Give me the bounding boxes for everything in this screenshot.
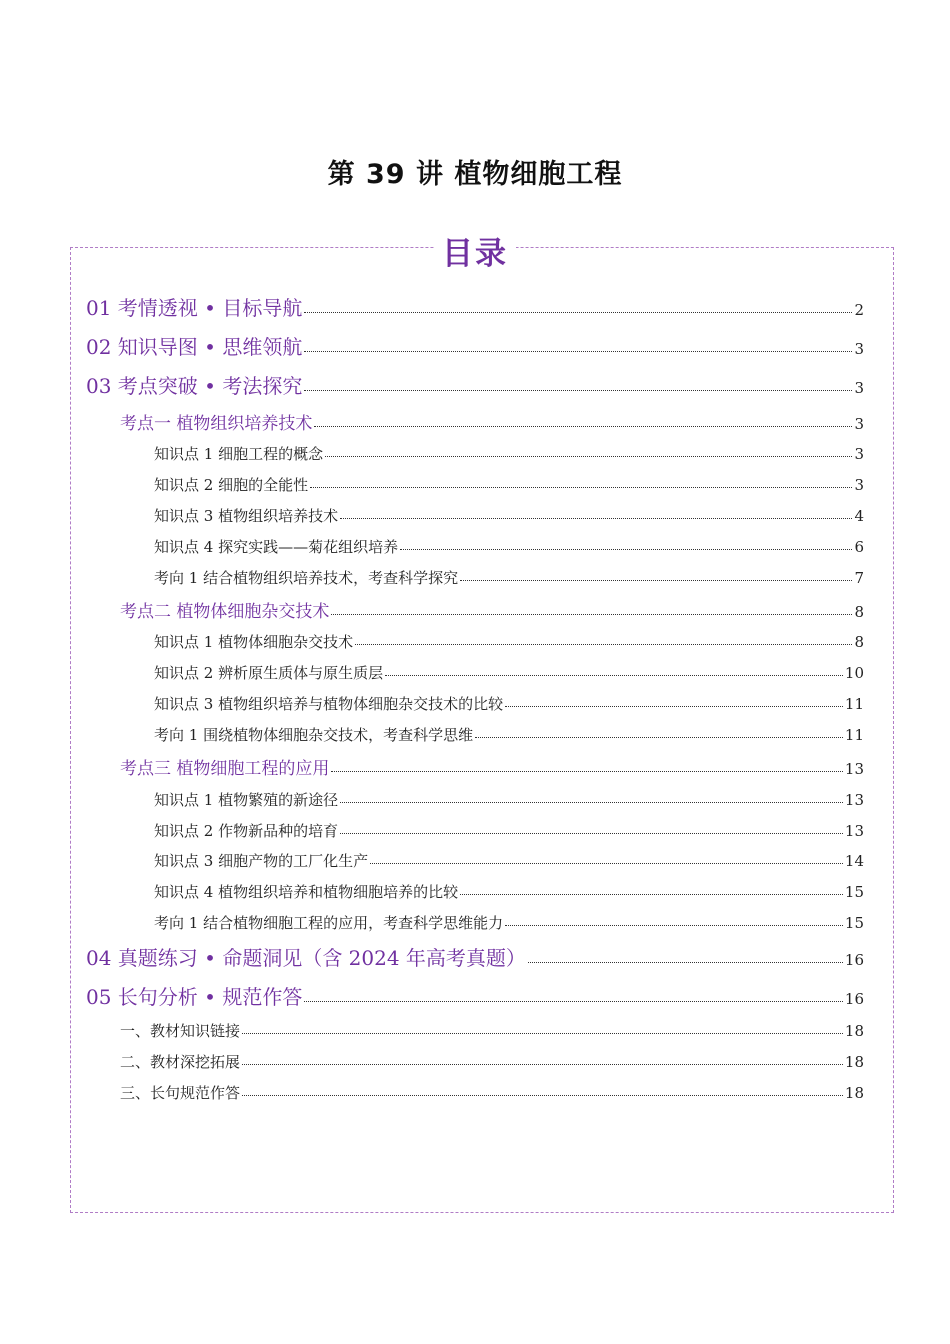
toc-entry-label: 知识点 3 细胞产物的工厂化生产	[154, 852, 369, 870]
toc-entry[interactable]	[154, 881, 864, 902]
toc-entry[interactable]	[86, 292, 864, 321]
toc-entry-page: 4	[854, 507, 864, 525]
toc-entry[interactable]	[154, 820, 864, 841]
toc-entry[interactable]	[86, 981, 864, 1010]
dot-leader	[355, 643, 852, 645]
toc-entry-label: 知识点 2 辨析原生质体与原生质层	[154, 664, 384, 682]
toc-entry-page: 3	[854, 476, 864, 494]
toc-entry-page: 16	[844, 990, 864, 1008]
toc-entry[interactable]	[120, 1082, 864, 1103]
toc-entry-page: 18	[844, 1084, 864, 1102]
toc-entry[interactable]	[86, 942, 864, 971]
dot-leader	[242, 1094, 843, 1096]
dot-leader	[505, 924, 843, 926]
toc-entry[interactable]	[120, 1020, 864, 1041]
dot-leader	[314, 425, 852, 427]
toc-entry[interactable]	[154, 693, 864, 714]
toc-entry[interactable]	[154, 631, 864, 652]
dot-leader	[400, 548, 852, 550]
toc-entry[interactable]	[154, 789, 864, 810]
toc-heading-text: 目录	[434, 236, 516, 272]
toc-entry-label: 知识点 1 植物繁殖的新途径	[154, 791, 339, 809]
toc-entry-page: 16	[844, 951, 864, 969]
dot-leader	[304, 311, 852, 313]
toc-entry[interactable]	[154, 474, 864, 495]
toc-entry-page: 13	[844, 791, 864, 809]
toc-entry-page: 13	[844, 822, 864, 840]
toc-entry[interactable]	[154, 724, 864, 745]
toc-entry-page: 8	[854, 633, 864, 651]
dot-leader	[475, 736, 843, 738]
toc-entry-page: 10	[844, 664, 864, 682]
toc-entry-label: 05 长句分析 • 规范作答	[86, 985, 303, 1009]
toc-entry[interactable]	[86, 370, 864, 399]
toc-entry-label: 一、教材知识链接	[120, 1022, 241, 1040]
toc-entry[interactable]	[154, 912, 864, 933]
toc-entry[interactable]	[154, 662, 864, 683]
toc-heading	[0, 228, 950, 273]
toc-entry-page: 15	[844, 883, 864, 901]
document-title: 第 39 讲 植物细胞工程	[327, 159, 623, 190]
dot-leader	[505, 705, 843, 707]
dot-leader	[242, 1063, 843, 1065]
toc-entry-label: 04 真题练习 • 命题洞见（含 2024 年高考真题）	[86, 946, 526, 970]
toc-entry[interactable]	[154, 505, 864, 526]
toc-entry[interactable]	[154, 567, 864, 588]
dot-leader	[528, 961, 843, 963]
toc-entry-label: 考向 1 结合植物细胞工程的应用，考查科学思维能力	[154, 914, 504, 932]
toc-entry[interactable]	[154, 443, 864, 464]
dot-leader	[370, 862, 843, 864]
toc-entry-page: 13	[844, 760, 864, 778]
toc-entry-label: 02 知识导图 • 思维领航	[86, 335, 303, 359]
dot-leader	[460, 579, 852, 581]
toc-entry-page: 3	[854, 445, 864, 463]
toc-entry-label: 三、长句规范作答	[120, 1084, 241, 1102]
toc-entry-page: 8	[854, 603, 864, 621]
dot-leader	[331, 613, 852, 615]
dot-leader	[460, 893, 843, 895]
dot-leader	[340, 801, 843, 803]
dot-leader	[304, 389, 852, 391]
dot-leader	[242, 1032, 843, 1034]
toc-entry-label: 二、教材深挖拓展	[120, 1053, 241, 1071]
dot-leader	[310, 486, 852, 488]
dot-leader	[331, 770, 843, 772]
toc-entry-label: 知识点 2 细胞的全能性	[154, 476, 309, 494]
toc-entry-label: 知识点 1 植物体细胞杂交技术	[154, 633, 354, 651]
toc-entry[interactable]	[120, 597, 864, 622]
toc-entry[interactable]	[154, 536, 864, 557]
toc-entry-page: 3	[854, 379, 864, 397]
dot-leader	[385, 674, 843, 676]
toc-entry-label: 知识点 3 植物组织培养与植物体细胞杂交技术的比较	[154, 695, 504, 713]
toc-entry[interactable]	[120, 1051, 864, 1072]
dot-leader	[304, 1000, 843, 1002]
toc-entry-page: 3	[854, 415, 864, 433]
dot-leader	[304, 350, 852, 352]
toc-entry-label: 知识点 2 作物新品种的培育	[154, 822, 339, 840]
toc-entry-page: 15	[844, 914, 864, 932]
toc-entry[interactable]	[120, 409, 864, 434]
toc-entry-page: 6	[854, 538, 864, 556]
toc-entry-page: 2	[854, 301, 864, 319]
toc-entry-label: 03 考点突破 • 考法探究	[86, 374, 303, 398]
toc-entry-page: 18	[844, 1053, 864, 1071]
toc-entry[interactable]	[86, 331, 864, 360]
dot-leader	[325, 455, 852, 457]
toc-entry-label: 考点一 植物组织培养技术	[120, 414, 313, 434]
toc-entry-page: 14	[844, 852, 864, 870]
toc-entry-label: 考向 1 结合植物组织培养技术，考查科学探究	[154, 569, 459, 587]
toc-entry-page: 3	[854, 340, 864, 358]
toc-entry-label: 知识点 1 细胞工程的概念	[154, 445, 324, 463]
toc-entry-page: 11	[844, 726, 864, 744]
dot-leader	[340, 517, 852, 519]
toc-entry-label: 知识点 3 植物组织培养技术	[154, 507, 339, 525]
dot-leader	[340, 832, 843, 834]
toc-entry[interactable]	[154, 850, 864, 871]
toc-entry-page: 11	[844, 695, 864, 713]
toc-entry-page: 18	[844, 1022, 864, 1040]
toc-entry-label: 考点三 植物细胞工程的应用	[120, 759, 330, 779]
toc-entry-label: 考向 1 围绕植物体细胞杂交技术，考查科学思维	[154, 726, 474, 744]
toc-entry[interactable]	[120, 754, 864, 779]
toc-entry-label: 知识点 4 探究实践——菊花组织培养	[154, 538, 399, 556]
toc-entry-label: 考点二 植物体细胞杂交技术	[120, 602, 330, 622]
toc-entry-label: 知识点 4 植物组织培养和植物细胞培养的比较	[154, 883, 459, 901]
toc-entry-page: 7	[854, 569, 864, 587]
toc-entry-label: 01 考情透视 • 目标导航	[86, 296, 303, 320]
